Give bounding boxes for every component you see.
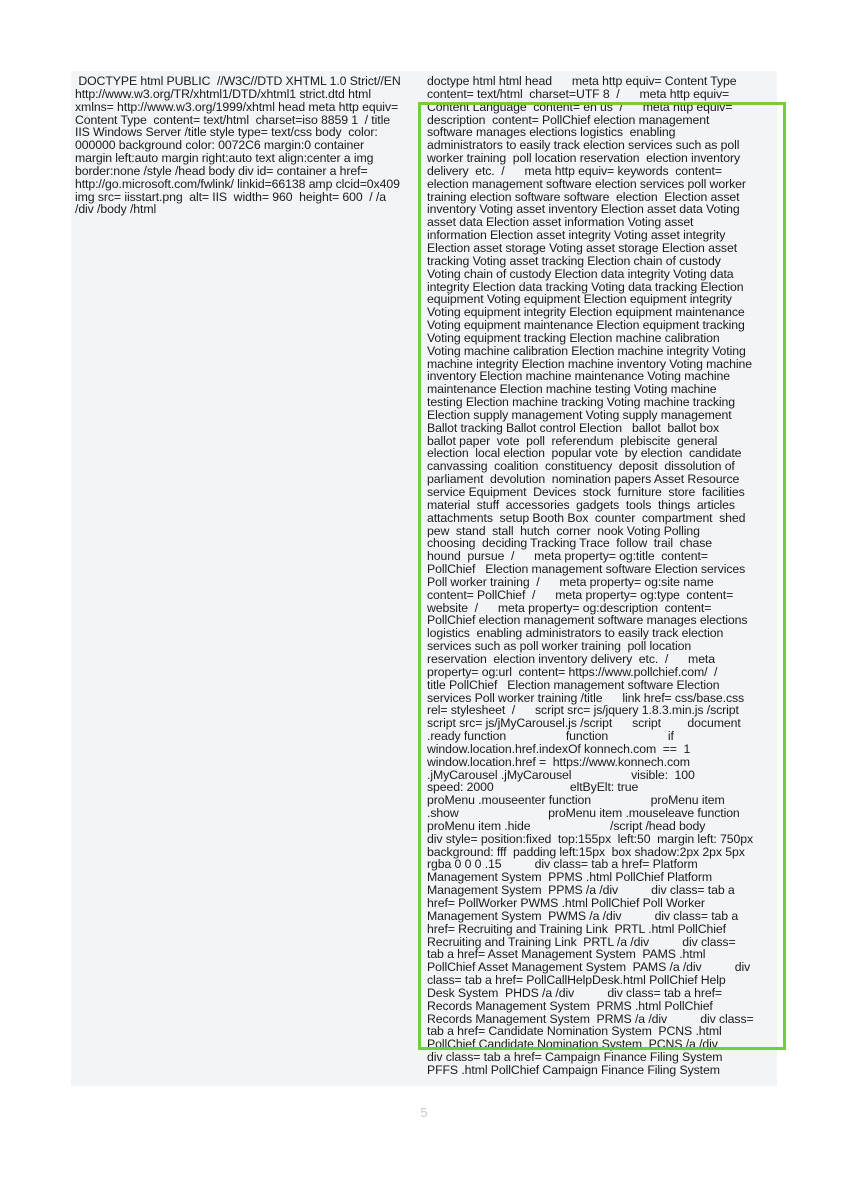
selection-highlight-box	[418, 102, 786, 1050]
page-number: 5	[420, 1105, 428, 1120]
left-text-column: DOCTYPE html PUBLIC //W3C//DTD XHTML 1.0 Strict//EN http://www.w3.org/TR/xhtml1/DTD/xhtml1 strict.dtd html xmlns= http://www.w3.org/1999/xhtml head meta http equiv= Content Type content= text/html charset=iso 8859 1 / title IIS Windows Server /title style type= text/css body color: 000000 background color: 0072C6 margin:0 container margin left:auto margin right:auto text align:center a img border:none /style /head body div id= container a href= http://go.microsoft.com/fwlink/ linkid=66138 amp clcid=0x409 img src= iisstart.png alt= IIS width= 960 height= 600 / /a /div /body /html	[75, 74, 401, 217]
right-text-column: doctype html html head meta http equiv= Content Type content= text/html charset=UTF 8 / meta http equiv= Content Language content= en us / meta http equiv= description content= PollChief election management software manages elections logistics enabling administrators to easily track election services such as poll worker training poll location reservation election inventory delivery etc. / meta http equiv= keywords content= election management software election services poll worker training election software software election Election asset inventory Voting asset inventory Election asset data Voting asset data Election asset information Voting asset information Election asset integrity Voting asset integrity Election asset storage Voting asset storage Election asset tracking Voting asset tracking Election chain of custody Voting chain of custody Election data integrity Voting data integrity Election data tracking Voting data tracking Election equipment Voting equipment Election equipment integrity Voting equipment integrity Election equipment maintenance Voting equipment maintenance Election equipment tracking Voting equipment tracking Election machine calibration Voting machine calibration Election machine integrity Voting machine integrity Election machine inventory Voting machine inventory Election machine maintenance Voting machine maintenance Election machine testing Voting machine testing Election machine tracking Voting machine tracking Election supply management Voting supply management Ballot tracking Ballot control Election ballot ballot box ballot paper vote poll referendum plebiscite general election local election popular vote by election candidate canvassing coalition constituency deposit dissolution of parliament devolution nomination papers Asset Resource service Equipment Devices stock furniture store facilities material stuff accessories gadgets tools things articles attachments setup Booth Box counter compartment shed pew stand stall hutch corner nook Voting Polling choosing deciding Tracking Trace follow trail chase hound pursue / meta property= og:title content= PollChief Election management software Election services Poll worker training / meta property= og:site name content= PollChief / meta property= og:type content= website / meta property= og:description content= PollChief election management software manages elections logistics enabling administrators to easily track election services such as poll worker training poll location reservation election inventory delivery etc. / meta property= og:url content= https://www.pollchief.com/ / title PollChief Election management software Election services Poll worker training /title link href= css/base.css rel= stylesheet / script src= js/jquery 1.8.3.min.js /script script src= js/jMyCarousel.js /script script document .ready function function if window.location.href.indexOf konnech.com == 1 window.location.href = https://www.konnech.com .jMyCarousel .jMyCarousel visible: 100 speed: 2000 eltByElt: true proMenu .mouseenter function proMenu item .show proMenu item .mouseleave function proMenu item .hide /script /head body div style= position:fixed top:155px left:50 margin left: 750px background: fff padding left:15px box shadow:2px 2px 5px rgba 0 0 0 .15 div class= tab a href= Platform Management System PPMS .html PollChief Platform Management System PPMS /a /div div class= tab a href= PollWorker PWMS .html PollChief Poll Worker Management System PWMS /a /div div class= tab a href= Recruiting and Training Link PRTL .html PollChief Recruiting and Training Link PRTL /a /div div class= tab a href= Asset Management System PAMS .html PollChief Asset Management System PAMS /a /div div class= tab a href= PollCallHelpDesk.html PollChief Help Desk System PHDS /a /div div class= tab a href= Records Management System PRMS .html PollChief Records Management System PRMS /a /div div class= tab a href= Candidate Nomination System PCNS .html PollChief Candidate Nomination System PCNS /a /div div class= tab a href= Campaign Finance Filing System PFFS .html PollChief Campaign Finance Filing System	[427, 74, 754, 1077]
